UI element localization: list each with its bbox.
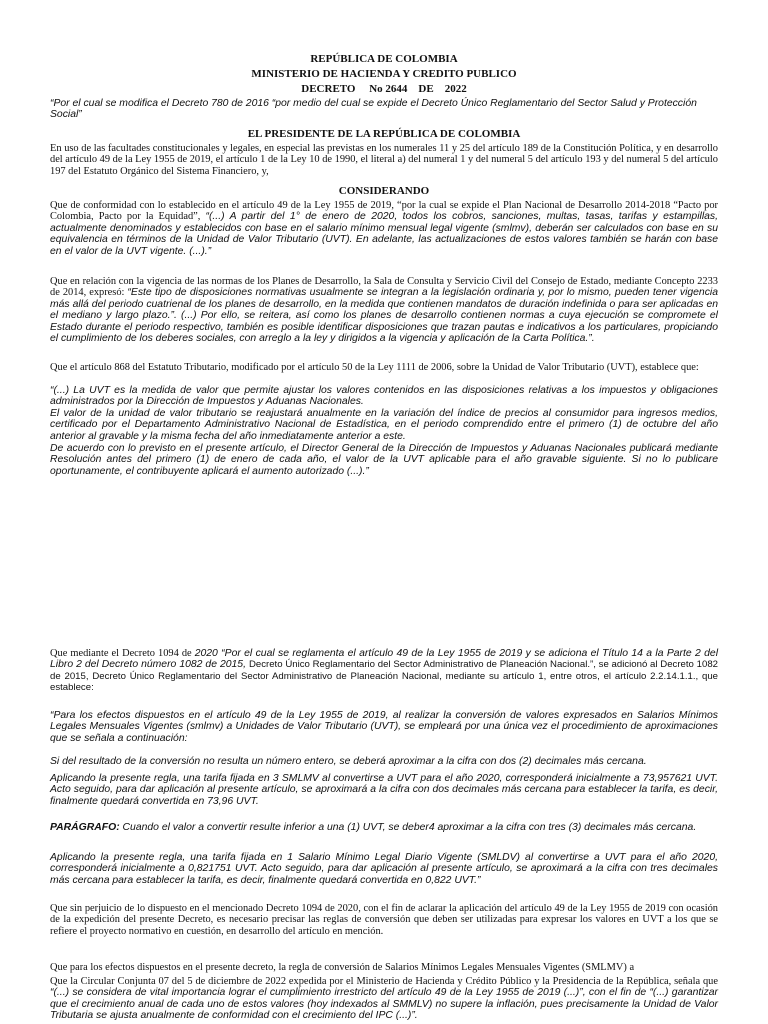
- paragrafo-label: PARÁGRAFO:: [50, 822, 120, 833]
- paragraph-3-quote-3: De acuerdo con lo previsto en el presente artículo, el Director General de la Dirección de Impuestos y Aduanas Nacionales publicará mediante Resolución antes del primero (1) de enero de cada año, el valor de la UVT aplicable para el año gravable siguiente. Si no lo publicare oportunamente, el contribuyente aplicará el aumento autorizado (...).”: [50, 443, 718, 477]
- article-quote-1: “Para los efectos dispuestos en el artículo 49 de la Ley 1955 de 2019, al realizar la conversión de valores expresados en Salarios Mínimos Legales Mensuales Vigentes (smlmv) a Unidades de Valor Tributario (UVT), se empleará por una única vez el procedimiento de aproximaciones que se señala a continuación:: [50, 710, 718, 744]
- decree-subject: “Por el cual se modifica el Decreto 780 de 2016 “por medio del cual se expide el Decreto Único Reglamentario del Sector Salud y Protección Social”: [50, 98, 697, 121]
- paragraph-4-quote: 2020 “Por el cual se reglamenta el artículo 49 de la Ley 1955 de 2019 y se adiciona el Título 14 a la Parte 2 del Libro 2 del Decreto número 1082 de 2015,: [50, 648, 719, 671]
- paragraph-2: [50, 276, 718, 344]
- paragraph-5: Que sin perjuicio de lo dispuesto en el mencionado Decreto 1094 de 2020, con el fin de aclarar la aplicación del artículo 49 de la Ley 1955 de 2019 con ocasión de la expedición del presente Decreto, es necesario precisar las reglas de conversión que deben ser utilizadas para expresar los valores en UVT a los que se refiere el proyecto normativo en cuestión, en desarrollo del artículo en mención.: [50, 903, 718, 937]
- paragraph-1: [50, 200, 718, 257]
- paragraph-1-quote: “(...) A partir del 1° de enero de 2020, todos los cobros, sanciones, multas, tasas, tarifas y estampillas, actualmente denominados y establecidos con base en el salario mínimo mensual legal vigente (smlmv), deberán ser calculados con base en su equivalencia en términos de la Unidad de Valor Tributario (UVT). En adelante, las actualizaciones de estos valores también se harán con base en el valor de la UVT vigente. (...).”: [50, 211, 718, 257]
- paragraph-4-text-a: Que mediante el Decreto 1094 de: [50, 648, 195, 659]
- paragraph-2-quote: “Este tipo de disposiciones normativas usualmente se integran a la legislación ordinaria y, por lo mismo, pueden tener vigencia más allá del periodo cuatrienal de los planes de desarrollo, en la medida que contienen mandatos de duración indefinida o para ser aplicadas en el mediano y largo plazo.”. (...) Por ello, se reitera, así como los planes de desarrollo contienen normas a cuya ejecución se compromete el Estado durante el periodo respectivo, también es posible identificar disposiciones que trazan pautas e indicativos a los particulares, propiciando el cumplimiento de los deberes sociales, con arreglo a la ley y dirigidos a la vigencia y aplicación de la Carta Política.”.: [50, 287, 718, 345]
- powers-paragraph: En uso de las facultades constitucionales y legales, en especial las previstas en los numerales 11 y 25 del artículo 189 de la Constitución Política, y en desarrollo del artículo 49 de la Ley 1955 de 2019, el artículo 1 de la Ley 10 de 1990, el literal a) del numeral 1 y del numeral 5 del artículo 193 y del numeral 5 del artículo 197 del Estatuto Orgánico del Sistema Financiero, y,: [50, 143, 718, 177]
- paragraph-3-quote-1: “(...) La UVT es la medida de valor que permite ajustar los valores contenidos en las disposiciones relativas a los impuestos y obligaciones administrados por la Dirección de Impuestos y Aduanas Nacionales.: [50, 385, 718, 408]
- article-quote-3: Aplicando la presente regla, una tarifa fijada en 3 SMLMV al convertirse a UVT para el año 2020, corresponderá inicialmente a 73,957621 UVT. Acto seguido, para dar aplicación al presente artículo, se aproximará a la cifra con dos decimales más cercana para establecer la tarifa, es decir, finalmente quedará convertida en 73,96 UVT.: [50, 773, 718, 807]
- article-quote-2: Si del resultado de la conversión no resulta un número entero, se deberá aproximar a la cifra con dos (2) decimales más cercana.: [50, 756, 647, 767]
- paragrafo: [50, 822, 718, 833]
- paragraph-6: Que para los efectos dispuestos en el presente decreto, la regla de conversión de Salarios Mínimos Legales Mensuales Vigentes (SMLMV) a: [50, 962, 635, 973]
- decree-number: DECRETO No 2644 DE 2022: [301, 83, 467, 95]
- paragraph-2-text: Que en relación con la vigencia de las normas de los Planes de Desarrollo, la Sala de Consulta y Servicio Civil del Consejo de Estado, mediante Concepto 2233 de 2014, expresó:: [50, 276, 718, 299]
- ministry-title: MINISTERIO DE HACIENDA Y CREDITO PUBLICO: [251, 68, 517, 80]
- article-quote-5: Aplicando la presente regla, una tarifa fijada en 1 Salario Mínimo Legal Diario Vigente (SMLDV) al convertirse a UVT para el año 2020, corresponderá inicialmente a 0,821751 UVT. Acto seguido, para dar aplicación al presente artículo, se aproximará a la cifra con tres decimales más cercana para establecer la tarifa, es decir, finalmente quedará convertida en 0,822 UVT.”: [50, 852, 718, 886]
- paragraph-3-quote-2: El valor de la unidad de valor tributario se reajustará anualmente en la variación del índice de precios al consumidor para ingresos medios, certificado por el Departamento Administrativo Nacional de Estadística, en el periodo comprendido entre el primero (1) de octubre del año anterior al gravable y la misma fecha del año inmediatamente anterior a este.: [50, 408, 718, 442]
- paragraph-4-text-b: Decreto Único Reglamentario del Sector Administrativo de Planeación Nacional.”, se adicionó al Decreto 1082 de 2015, Decreto Único Reglamentario del Sector Administrativo de Planeación Nacional, mediante su artículo 1, entre otros, el artículo 2.2.14.1.1., que establece:: [50, 659, 718, 694]
- paragraph-1-text: Que de conformidad con lo establecido en el artículo 49 de la Ley 1955 de 2019, “por la cual se expide el Plan Nacional de Desarrollo 2014-2018 “Pacto por Colombia, Pacto por la Equidad”,: [50, 200, 718, 223]
- considerando-title: CONSIDERANDO: [338, 185, 430, 197]
- country-title: REPÚBLICA DE COLOMBIA: [310, 53, 458, 65]
- paragraph-7-text: Que la Circular Conjunta 07 del 5 de diciembre de 2022 expedida por el Ministerio de Hacienda y Crédito Público y la Presidencia de la República, señala que: [50, 976, 718, 987]
- paragraph-7: [50, 976, 718, 1022]
- paragraph-3: Que el artículo 868 del Estatuto Tributario, modificado por el artículo 50 de la Ley 1111 de 2006, sobre la Unidad de Valor Tributario (UVT), establece que:: [50, 362, 699, 373]
- paragraph-4: [50, 648, 718, 694]
- paragraph-7-quote: “(...) se considera de vital importancia lograr el cumplimiento irrestricto del artículo 49 de la Ley 1955 de 2019 (...)”, con el fin de “(...) garantizar que el crecimiento anual de cada uno de estos valores (hoy indexados al SMMLV) no supere la inflación, pues precisamente la Unidad de Valor Tributaria se ajusta anualmente de conformidad con el crecimiento del IPC (...)”.: [50, 987, 718, 1022]
- president-title: EL PRESIDENTE DE LA REPÚBLICA DE COLOMBIA: [247, 128, 521, 140]
- paragrafo-text: Cuando el valor a convertir resulte inferior a una (1) UVT, se deber4 aproximar a la cifra con tres (3) decimales más cercana.: [119, 822, 697, 833]
